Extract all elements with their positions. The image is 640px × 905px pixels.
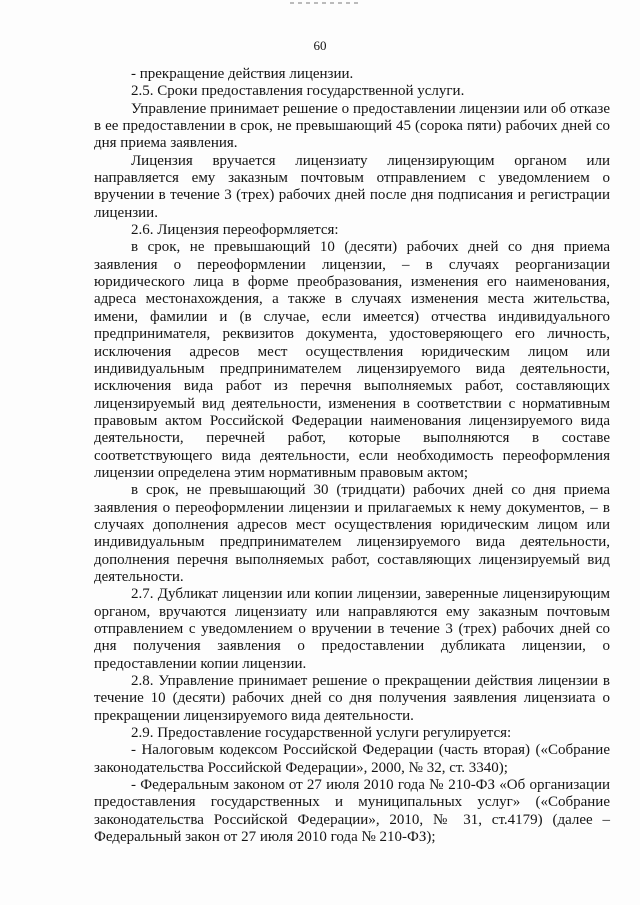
paragraph-2-7-duplicate: 2.7. Дубликат лицензии или копии лицензии, заверенные лицензирующим органом, вручаются лицензиату или направляются ему заказным почтовым отправлением с уведомлением о вручении в течение 3 (трех) рабочих дней со дня получения заявления о предоставлении дубликата лицензии, о предоставлении копии лицензии. [94, 586, 610, 672]
paragraph-license-termination-item: - прекращение действия лицензии. [131, 66, 354, 82]
heading-2-9-regulation: 2.9. Предоставление государственной услуги регулируется: [131, 725, 512, 742]
paragraph-reissue-30-days: в срок, не превышающий 30 (тридцати) рабочих дней со дня приема заявления о переоформлении лицензии и прилагаемых к нему документов, – в случаях дополнения адресов мест осуществления юридическим лицом или индивидуальным предпринимателем лицензируемого вида деятельности, дополнения перечня выполняемых работ, составляющих лицензируемый вид деятельности. [94, 482, 610, 585]
document-body [94, 66, 610, 846]
scan-top-mark [290, 2, 360, 4]
paragraph-license-delivery: Лицензия вручается лицензиату лицензирующим органом или направляется ему заказным почтовым отправлением с уведомлением о вручении в течение 3 (трех) рабочих дней после дня подписания и регистрации лицензии. [94, 152, 610, 221]
paragraph-reissue-10-days: в срок, не превышающий 10 (десяти) рабочих дней со дня приема заявления о переоформлении лицензии, – в случаях реорганизации юридического лица в форме преобразования, изменения его наименования, адреса местонахождения, а также в случаях изменения места жительства, имени, фамилии и (в случае, если имеется) отчества индивидуального предпринимателя, реквизитов документа, удостоверяющего его личность, исключения адресов мест осуществления юридическим лицом или индивидуальным предпринимателем лицензируемого вида деятельности, исключения вида работ из перечня выполняемых работ, составляющих лицензируемый вид деятельности, изменения в соответствии с нормативным правовым актом Российской Федерации наименования лицензируемого вида деятельности, перечней работ, которые выполняются в составе соответствующего вида деятельности, если необходимость переоформления лицензии определена этим нормативным правовым актом; [94, 239, 610, 481]
list-item-federal-law-210: - Федеральным законом от 27 июля 2010 года № 210-ФЗ «Об организации предоставления государственных и муниципальных услуг» («Собрание законодательства Российской Федерации», 2010, № 31, ст.4179) (далее – Федеральный закон от 27 июля 2010 года № 210-ФЗ); [94, 777, 610, 846]
paragraph-2-8-termination: 2.8. Управление принимает решение о прекращении действия лицензии в течение 10 (десяти) рабочих дней со дня получения заявления лицензиата о прекращении лицензируемого вида деятельности. [94, 673, 610, 724]
list-item-tax-code: - Налоговым кодексом Российской Федерации (часть вторая) («Собрание законодательства Российской Федерации», 2000, № 32, ст. 3340); [94, 742, 610, 776]
heading-2-5-service-terms: 2.5. Сроки предоставления государственной услуги. [131, 83, 465, 100]
heading-2-6-reissue: 2.6. Лицензия переоформляется: [131, 222, 339, 239]
page-number: 60 [313, 38, 327, 53]
paragraph-decision-term: Управление принимает решение о предоставлении лицензии или об отказе в ее предоставлении в срок, не превышающий 45 (сорока пяти) рабочих дней со дня приема заявления. [94, 100, 610, 152]
